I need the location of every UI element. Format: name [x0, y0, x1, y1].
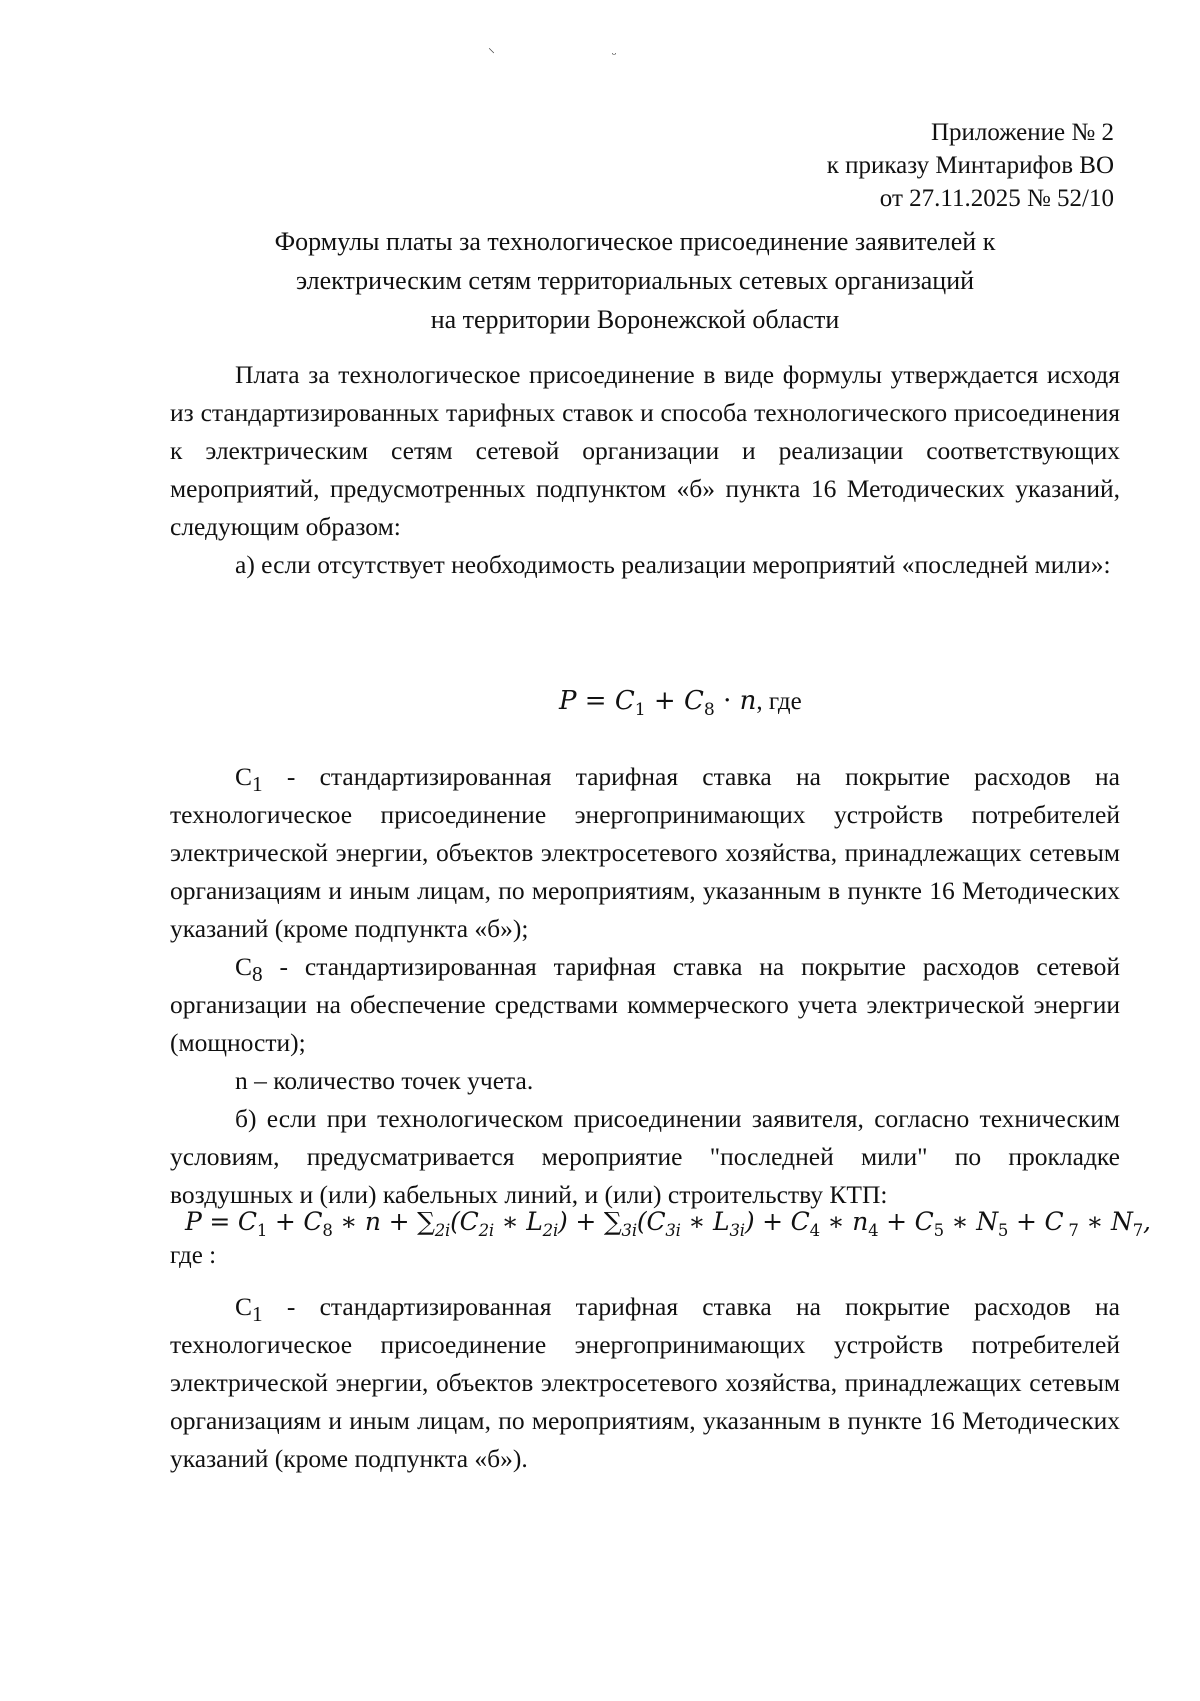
definitions-b [170, 1288, 1120, 1478]
formula-b: $P = C_1 + C_8$ ∗ $n + \sum_{2i}(C_{2i}$ ∗ $L_{2i}) + \sum_{3i}(C_{3i}$ ∗ $L_{3i}) + C_4$ ∗ $n_4 + C_5$ ∗ $N_5 + C$ $_7$ ∗ $N_7$, [185, 1207, 1151, 1240]
appendix-number: Приложение № 2 [930, 119, 1114, 146]
c1-text: - стандартизированная тарифная ставка на покрытие расходов на технологическое присоединение энергопринимающих устройств потребителей электрической энергии, объектов электросетевого хозяйства, принадлежащих сетевым организациям и иным лицам, по мероприятиям, указанным в пункте 16 Методических указаний (кроме подпункта «б»); [170, 762, 1120, 943]
formula-a-where: , где [756, 688, 802, 715]
definitions-a [170, 758, 1120, 1214]
c8-text: - стандартизированная тарифная ставка на покрытие расходов сетевой организации на обеспечение средствами коммерческого учета электрической энергии (мощности); [170, 952, 1120, 1057]
c1-symbol: С [235, 762, 253, 791]
document-title [170, 222, 1100, 339]
scan-artifact: ⸌ [488, 47, 495, 62]
formula-b-where: где : [170, 1242, 217, 1269]
definition-c1 [170, 758, 1120, 948]
c1b-symbol: С [235, 1292, 253, 1321]
case-a-paragraph: а) если отсутствует необходимость реализации мероприятий «последней мили»: [235, 550, 1111, 579]
scan-artifact: ᵕ [612, 48, 617, 63]
title-line: электрическим сетям территориальных сетевых организаций [295, 266, 975, 295]
intro-paragraph: Плата за технологическое присоединение в виде формулы утверждается исходя из стандартизированных тарифных ставок и способа технологического присоединения к электрическим сетям сетевой организации и реализации соответствующих мероприятий, предусмотренных подпунктом «б» пункта 16 Методических указаний, следующим образом: [170, 360, 1120, 541]
title-line: Формулы платы за технологическое присоединение заявителей к [274, 227, 996, 256]
c1-subscript: 1 [252, 772, 263, 797]
intro-section [170, 356, 1120, 584]
case-b-paragraph: б) если при технологическом присоединении заявителя, согласно техническим условиям, предусматривается мероприятие "последней мили" по прокладке воздушных и (или) кабельных линий, и (или) строительству КТП: [170, 1104, 1120, 1209]
c8-subscript: 8 [252, 962, 263, 987]
c1b-text: - стандартизированная тарифная ставка на покрытие расходов на технологическое присоединение энергопринимающих устройств потребителей электрической энергии, объектов электросетевого хозяйства, принадлежащих сетевым организациям и иным лицам, по мероприятиям, указанным в пункте 16 Методических указаний (кроме подпункта «б»). [170, 1292, 1120, 1473]
title-line: на территории Воронежской области [430, 305, 840, 334]
formula-a: $P = C_1 + C_8 \cdot n$, где [559, 686, 802, 721]
definition-c8 [170, 948, 1120, 1062]
c1b-subscript: 1 [252, 1302, 263, 1327]
definition-n: n – количество точек учета. [235, 1066, 534, 1095]
c8-symbol: С [235, 952, 253, 981]
appendix-header [594, 116, 1114, 215]
appendix-order-date: от 27.11.2025 № 52/10 [879, 185, 1114, 212]
appendix-order-ref: к приказу Минтарифов ВО [826, 152, 1114, 179]
definition-c1-b [170, 1288, 1120, 1478]
